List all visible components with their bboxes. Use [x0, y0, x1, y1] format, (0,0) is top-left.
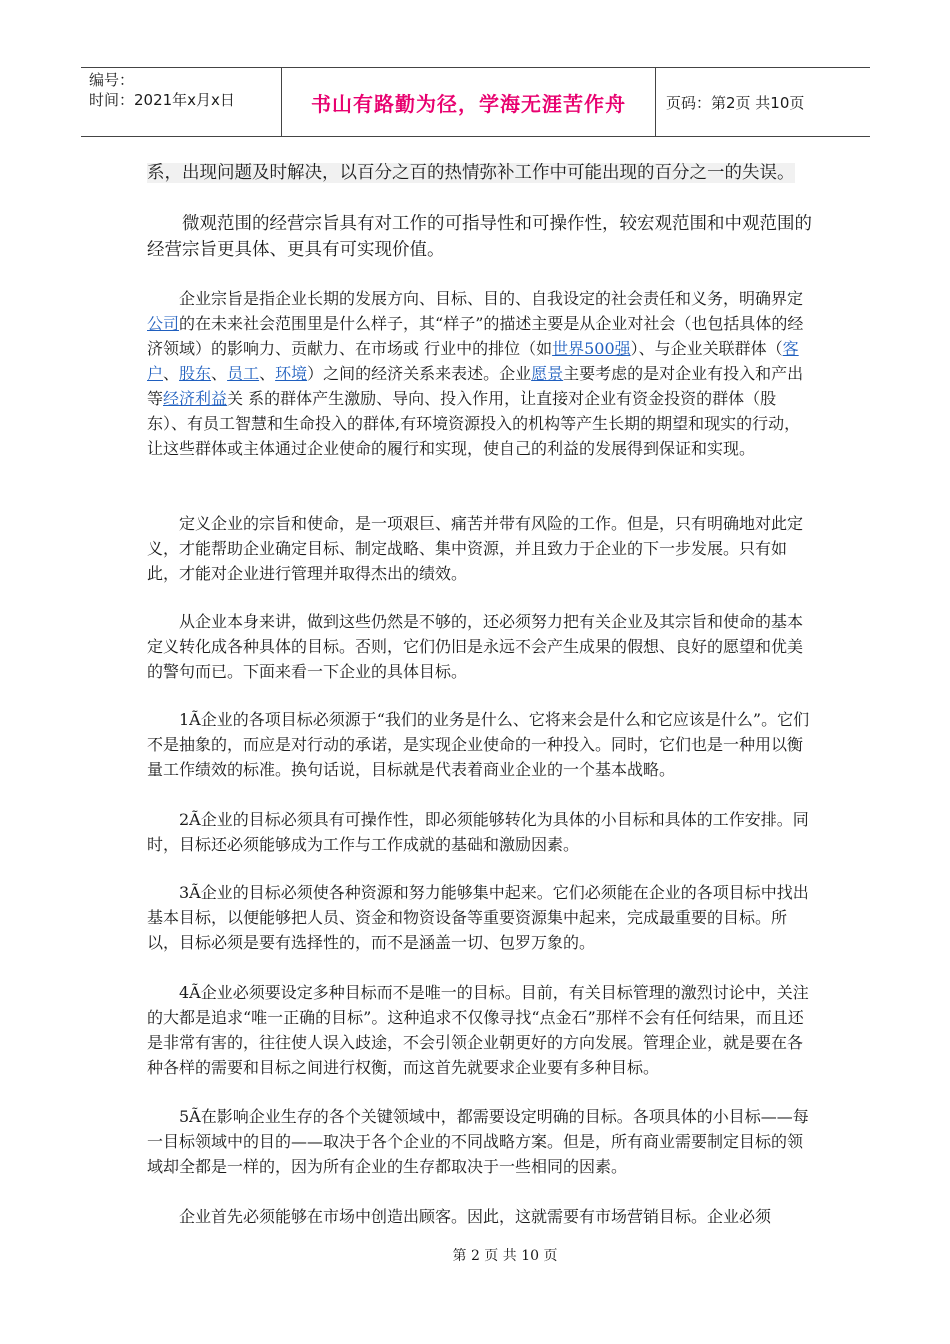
paragraph-4: 定义企业的宗旨和使命，是一项艰巨、痛苦并带有风险的工作。但是，只有明确地对此定义，才能帮助企业确定目标、制定战略、集中资源，并且致力于企业的下一步发展。只有如此，才能对企业进行管理并取得杰出的绩效。	[147, 514, 804, 583]
paragraph-6: 1Ã企业的各项目标必须源于“我们的业务是什么、它将来会是什么和它应该是什么”。它们不是抽象的，而应是对行动的承诺，是实现企业使命的一种投入。同时，它们也是一种用以衡量工作绩效的标准。换句话说，目标就是代表着商业企业的一个基本战略。	[147, 710, 810, 779]
paragraph-11: 企业首先必须能够在市场中创造出顾客。因此，这就需要有市场营销目标。企业必须	[147, 1207, 772, 1226]
paragraph-7: 2Ã企业的目标必须具有可操作性，即必须能够转化为具体的小目标和具体的工作安排。同时，目标还必须能够成为工作与工作成就的基础和激励因素。	[147, 810, 809, 854]
page-footer: 第 2 页 共 10 页	[452, 1248, 558, 1264]
document-time-label: 时间：2021年x月x日	[89, 91, 235, 109]
paragraph-3: 企业宗旨是指企业长期的发展方向、目标、目的、自我设定的社会责任和义务，明确界定公司的在未来社会范围里是什么样子，其“样子”的描述主要是从企业对社会（也包括具体的经济领域）的影响力、贡献力、在市场或 行业中的排位（如世界500强）、与企业关联群体（客户、股东、员工、环境）之间的经济关系来表述。企业愿景主要考虑的是对企业有投入和产出等经济利益关 系的群体产生激励、导向、投入作用，让直接对企业有资金投资的群体（股东）、有员工智慧和生命投入的群体,有环境资源投入的机构等产生长期的期望和现实的行动，让这些群体或主体通过企业使命的履行和实现，使自己的利益的发展得到保证和实现。	[147, 289, 804, 458]
header-motto: 书山有路勤为径，学海无涯苦作舟	[282, 68, 656, 136]
paragraph-10: 5Ã在影响企业生存的各个关键领域中，都需要设定明确的目标。各项具体的小目标——每一目标领域中的目的——取决于各个企业的不同战略方案。但是，所有商业需要制定目标的领域却全都是一样的，因为所有企业的生存都取决于一些相同的因素。	[147, 1107, 809, 1176]
paragraph-2: 微观范围的经营宗旨具有对工作的可指导性和可操作性，较宏观范围和中观范围的经营宗旨更具体、更具有可实现价值。	[147, 214, 812, 260]
link-customer[interactable]: 客户	[147, 339, 799, 383]
link-economic-interest[interactable]: 经济利益	[163, 389, 228, 408]
header-meta-cell	[81, 68, 282, 136]
link-world-500[interactable]: 世界500强	[552, 339, 631, 358]
link-vision[interactable]: 愿景	[531, 364, 564, 383]
paragraph-1: 系，出现问题及时解决，以百分之百的热情弥补工作中可能出现的百分之一的失误。	[147, 163, 795, 183]
paragraph-5: 从企业本身来讲，做到这些仍然是不够的，还必须努力把有关企业及其宗旨和使命的基本定义转化成各种具体的目标。否则，它们仍旧是永远不会产生成果的假想、良好的愿望和优美的警句而已。下面来看一下企业的具体目标。	[147, 612, 804, 681]
link-shareholder[interactable]: 股东	[179, 364, 212, 383]
link-employee[interactable]: 员工	[227, 364, 260, 383]
paragraph-9: 4Ã企业必须要设定多种目标而不是唯一的目标。目前，有关目标管理的激烈讨论中，关注的大都是追求“唯一正确的目标”。这种追求不仅像寻找“点金石”那样不会有任何结果，而且还是非常有害的，往往使人误入歧途，不会引领企业朝更好的方向发展。管理企业，就是要在各种各样的需要和目标之间进行权衡，而这首先就要求企业要有多种目标。	[147, 983, 809, 1077]
paragraph-8: 3Ã企业的目标必须使各种资源和努力能够集中起来。它们必须能在企业的各项目标中找出基本目标，以便能够把人员、资金和物资设备等重要资源集中起来，完成最重要的目标。所以，目标必须是要有选择性的，而不是涵盖一切、包罗万象的。	[147, 883, 809, 952]
header-table	[81, 67, 870, 137]
link-environment[interactable]: 环境	[275, 364, 308, 383]
document-number-label: 编号：	[89, 71, 135, 89]
link-company[interactable]: 公司	[147, 314, 180, 333]
header-page-label: 页码：第2页 共10页	[666, 93, 805, 112]
